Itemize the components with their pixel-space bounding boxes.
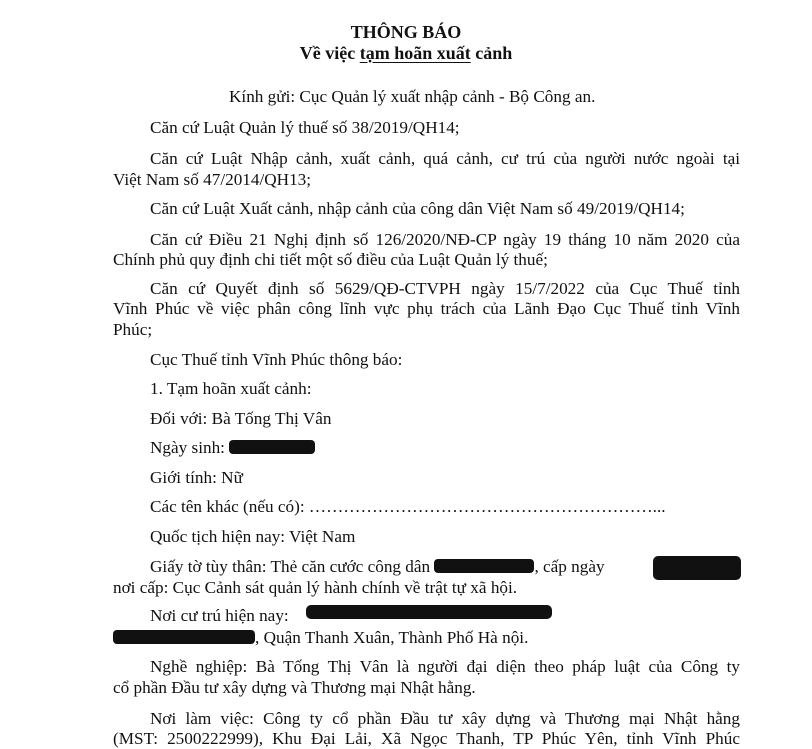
basis-immigration-law-line2: Việt Nam số 47/2014/QH13; — [113, 170, 312, 189]
redacted-id-number — [434, 559, 534, 573]
basis-decision-line2: Vĩnh Phúc về việc phân công lĩnh vực phụ trách của Lãnh Đạo Cục Thuế tỉnh Vĩnh — [113, 299, 740, 318]
redacted-residence-line1 — [306, 605, 552, 619]
aliases-row: Các tên khác (nếu có): ……………………………………………………... — [150, 497, 666, 516]
id-issue-date-label: , cấp ngày — [534, 557, 605, 576]
basis-decree-line1: Căn cứ Điều 21 Nghị định số 126/2020/NĐ-CP ngày 19 tháng 10 năm 2020 của — [150, 230, 740, 249]
occupation-line2: cổ phần Đầu tư xây dựng và Thương mại Nhật hằng. — [113, 678, 476, 697]
residence-line2 — [113, 628, 528, 648]
recipient-line: Kính gửi: Cục Quản lý xuất nhập cảnh - Bộ Công an. — [229, 87, 596, 106]
basis-decision-line3: Phúc; — [113, 320, 153, 339]
basis-decision-line1: Căn cứ Quyết định số 5629/QĐ-CTVPH ngày 15/7/2022 của Cục Thuế tỉnh — [150, 279, 740, 298]
id-document-row — [150, 557, 605, 577]
basis-exit-entry-law: Căn cứ Luật Xuất cảnh, nhập cảnh của công dân Việt Nam số 49/2019/QH14; — [150, 199, 685, 218]
subtitle-suffix: cảnh — [470, 43, 513, 63]
workplace-line2: (MST: 2500222999), Khu Đại Lải, Xã Ngọc Thanh, TP Phúc Yên, tỉnh Vĩnh Phúc — [113, 729, 740, 748]
announcement-line: Cục Thuế tỉnh Vĩnh Phúc thông báo: — [150, 350, 403, 369]
date-of-birth-row — [150, 438, 315, 458]
subtitle-prefix: Về việc — [299, 43, 360, 63]
id-label: Giấy tờ tùy thân: Thẻ căn cước công dân — [150, 557, 435, 576]
basis-immigration-law-line1: Căn cứ Luật Nhập cảnh, xuất cảnh, quá cảnh, cư trú của người nước ngoài tại — [150, 149, 740, 168]
basis-decree-line2: Chính phủ quy định chi tiết một số điều của Luật Quản lý thuế; — [113, 250, 548, 269]
subtitle-underlined: tạm hoãn xuất — [359, 43, 471, 63]
workplace-line1: Nơi làm việc: Công ty cổ phần Đầu tư xây dựng và Thương mại Nhật hằng — [150, 709, 740, 728]
section-heading: 1. Tạm hoãn xuất cảnh: — [150, 379, 312, 398]
occupation-line1: Nghề nghiệp: Bà Tống Thị Vân là người đại diện theo pháp luật của Công ty — [150, 657, 740, 676]
redacted-issue-date — [653, 556, 741, 580]
redacted-residence-line2 — [113, 630, 255, 644]
gender-row: Giới tính: Nữ — [150, 468, 243, 487]
document-subtitle — [0, 43, 812, 64]
residence-label: Nơi cư trú hiện nay: — [150, 606, 289, 625]
dob-label: Ngày sinh: — [150, 438, 230, 457]
basis-tax-law: Căn cứ Luật Quản lý thuế số 38/2019/QH14; — [150, 118, 460, 137]
document-title: THÔNG BÁO — [350, 22, 462, 42]
residence-tail: , Quận Thanh Xuân, Thành Phố Hà nội. — [255, 628, 529, 647]
nationality-row: Quốc tịch hiện nay: Việt Nam — [150, 527, 356, 546]
subject-name: Đối với: Bà Tống Thị Vân — [150, 409, 332, 428]
redacted-dob — [229, 440, 315, 454]
id-issuer-row: nơi cấp: Cục Cảnh sát quản lý hành chính về trật tự xã hội. — [113, 578, 518, 597]
